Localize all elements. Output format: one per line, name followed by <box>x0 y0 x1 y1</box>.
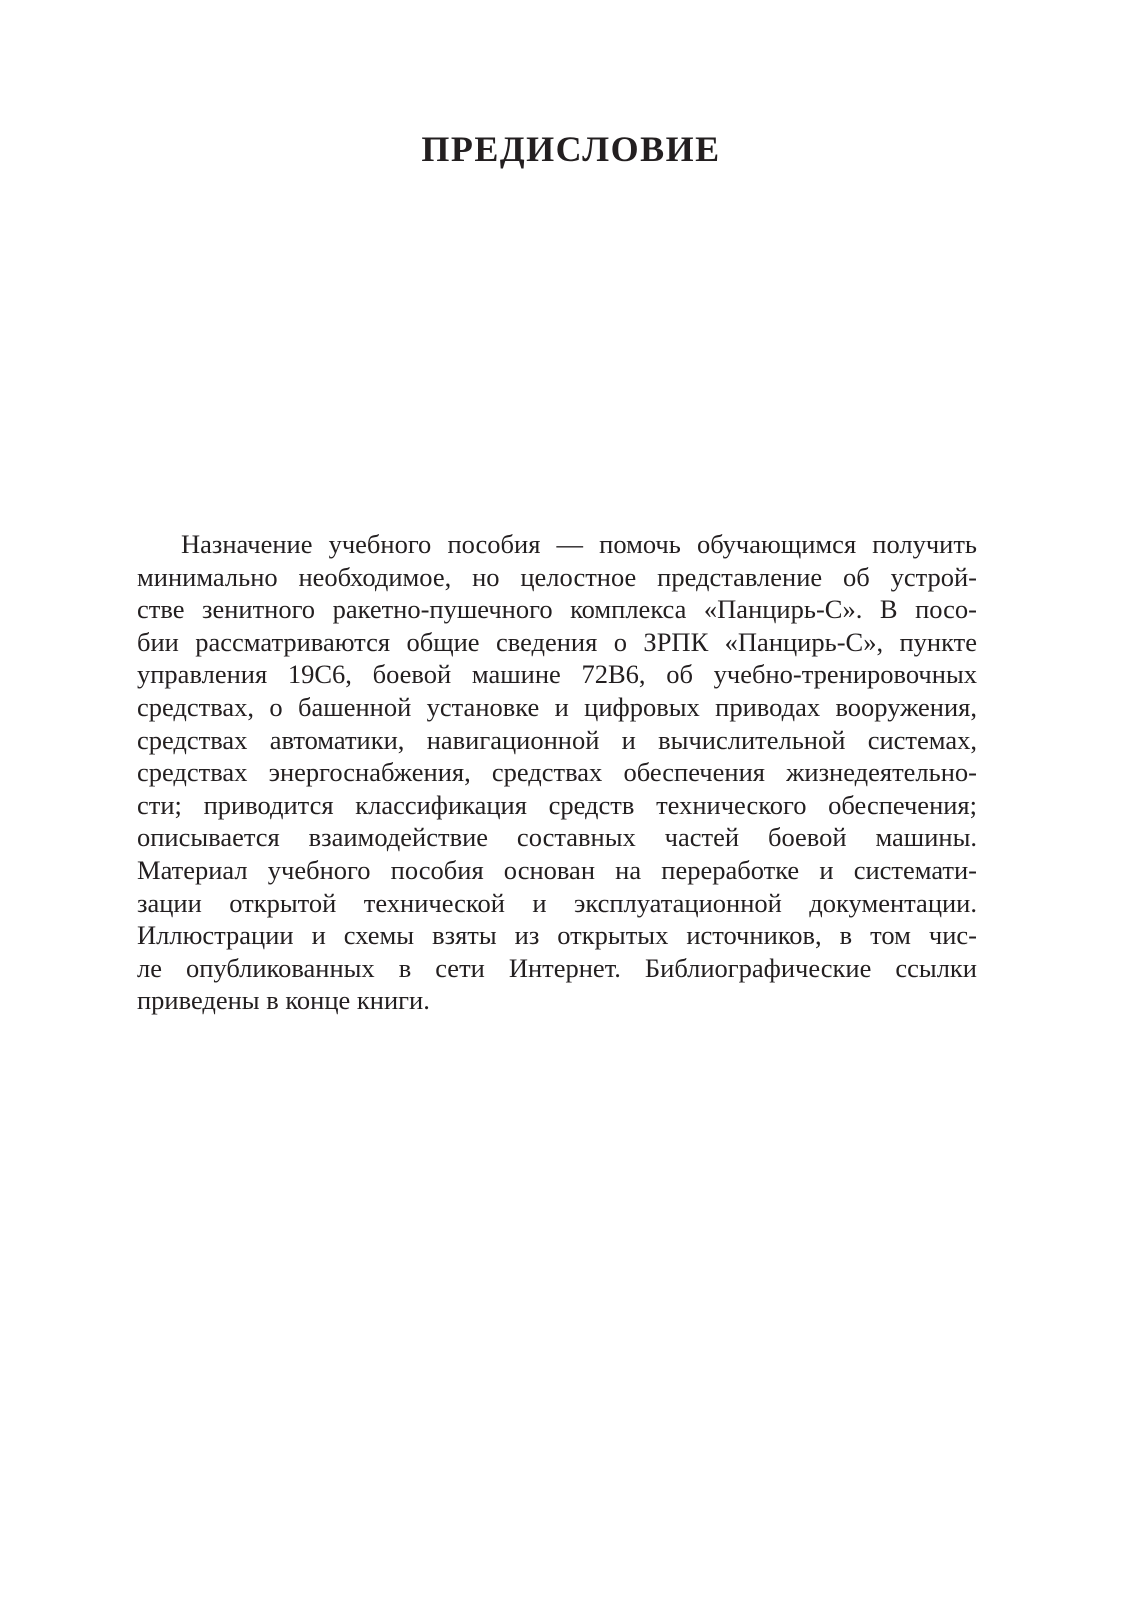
preface-paragraph <box>137 528 977 1017</box>
paragraph-line: Назначение учебного пособия — помочь обучающимся получить <box>181 529 977 559</box>
paragraph-line: приведены в конце книги. <box>137 985 430 1016</box>
paragraph-line: средствах автоматики, навигационной и вычислительной системах, <box>137 724 977 755</box>
paragraph-line: бии рассматриваются общие сведения о ЗРПК «Панцирь-С», пункте <box>137 626 977 657</box>
paragraph-line: стве зенитного ракетно-пушечного комплекса «Панцирь-С». В посо- <box>137 594 977 625</box>
paragraph-line: минимально необходимое, но целостное представление об устрой- <box>137 561 977 592</box>
paragraph-line: ле опубликованных в сети Интернет. Библиографические ссылки <box>137 952 977 983</box>
paragraph-line: средствах энергоснабжения, средствах обеспечения жизнедеятельно- <box>137 757 977 788</box>
paragraph-line: Иллюстрации и схемы взяты из открытых источников, в том чис- <box>137 920 977 951</box>
paragraph-line: зации открытой технической и эксплуатационной документации. <box>137 887 977 918</box>
page-title: ПРЕДИСЛОВИЕ <box>421 129 721 169</box>
paragraph-line: описывается взаимодействие составных частей боевой машины. <box>137 822 977 853</box>
paragraph-line: управления 19С6, боевой машине 72В6, об учебно-тренировочных <box>137 659 977 690</box>
paragraph-line: средствах, о башенной установке и цифровых приводах вооружения, <box>137 691 977 722</box>
paragraph-line: Материал учебного пособия основан на переработке и системати- <box>137 854 977 885</box>
paragraph-line: сти; приводится классификация средств технического обеспечения; <box>137 789 977 820</box>
